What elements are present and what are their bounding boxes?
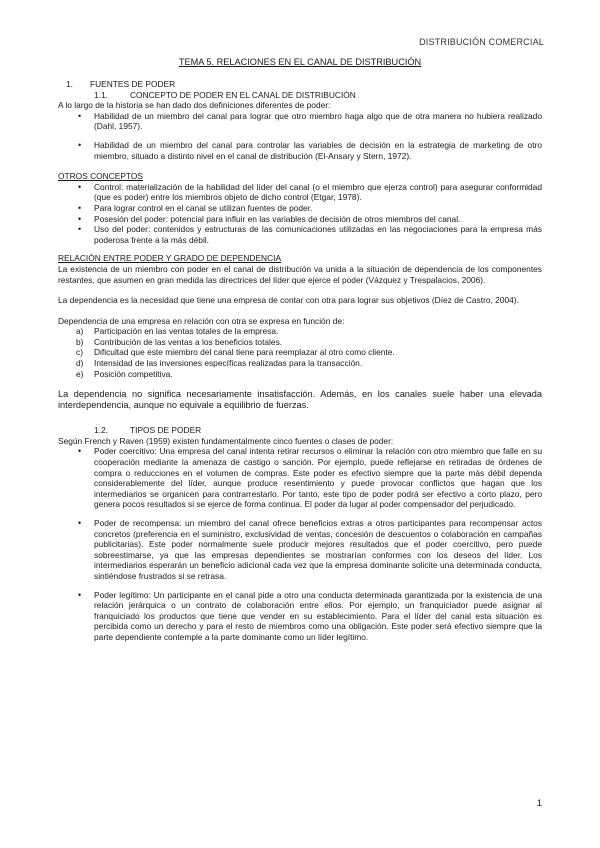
page-number: 1 [536,798,542,809]
list-marker: b) [76,336,84,347]
list-item: • Control: materialización de la habilidad del líder del canal (o el miembro que ejerza control) para asegurar conformidad (que es poder) entre los miembros objeto de dicho control (Etgar, 1978). [58,182,542,203]
list-text: Posición competitiva. [94,368,173,379]
heading-1-1 [58,90,542,101]
heading-1-number: 1. [66,79,73,89]
chapter-title: TEMA 5. RELACIONES EN EL CANAL DE DISTRIBUCIÓN [178,57,422,67]
list-item [58,358,542,369]
list-marker: a) [76,326,84,337]
list-text: Dificultad que este miembro del canal tiene para reemplazar al otro como cliente. [94,347,395,358]
heading-1-2 [58,425,542,436]
heading-1-label: FUENTES DE PODER [90,79,176,89]
list-item: • Habilidad de un miembro del canal para controlar las variables de decisión en la estrategia de marketing de otro miembro, situado a distinto nivel en el canal de distribución (El-Ansary y Stern, 1972). [58,140,542,161]
list-text: Participación en las ventas totales de la empresa. [94,326,279,337]
list-item [58,347,542,358]
list-text: Contribución de las ventas a los beneficios totales. [94,336,283,347]
heading-1-1-number: 1.1. [94,89,108,100]
list-item [58,326,542,337]
list-item: • Poder legítimo: Un participante en el canal pide a otro una conducta determinada garantizada por la existencia de una relación jerárquica o un contrato de colaboración entre ellos. Por ejemplo, un franquiciador puede asignar al franquiciado los productos que tiene que vender en su establecimiento. Para el líder del canal esta situación es percibida como un derecho y para el resto de miembros como una obligación. Este poder será efectivo siempre que la parte dependiente contemple a la parte dominante como un líder legítimo. [58,590,542,643]
list-marker: c) [76,347,83,358]
list-marker: d) [76,358,84,369]
definitions-intro: A lo largo de la historia se han dado dos definiciones diferentes de poder: [58,100,331,111]
relacion-paragraph-3: Dependencia de una empresa en relación con otra se expresa en función de: [58,315,345,326]
dependencia-list [58,326,542,379]
tipos-intro: Según French y Raven (1959) existen fundamentalmente cinco fuentes o clases de poder: [58,435,394,446]
list-item: • Habilidad de un miembro del canal para lograr que otro miembro haga algo que de otra manera no hubiera realizado (Dahl, 1957). [58,111,542,132]
list-item: • Poder de recompensa: un miembro del canal ofrece beneficios extras a otros participantes para recompensar actos concretos (preferencia en el suministro, exclusividad de ventas, concesión de descuentos o colaboración en campañas publicitarias). Este poder normalmente suele producir mejores resultados que el poder coercitivo, pero puede sobreestimarse, ya que las empresas dependientes se mostrarían conformes con los deseos del líder. Los intermediarios esperarán un beneficio adicional cada vez que la empresa dominante solicite una determinada conducta, sintiéndose frustrados si se retrasa. [58,518,542,582]
heading-1 [58,79,542,90]
list-item: • Uso del poder: contenidos y estructuras de las comunicaciones utilizadas en las negociaciones para la empresa más poderosa frente a la más débil. [58,224,542,245]
section-relacion-title: RELACIÓN ENTRE PODER Y GRADO DE DEPENDENCIA [58,253,282,264]
list-marker: e) [76,368,84,379]
list-text: Intensidad de las inversiones específicas realizadas para la transacción. [94,358,363,369]
list-item: • Poder coercitivo: Una empresa del canal intenta retirar recursos o eliminar la relación con otro miembro que falle en su cooperación mediante la amenaza de castigo o sanción. Por ejemplo, puede reflejarse en retiradas de órdenes de compra o reducciones en el volumen de compras. Este poder es efectivo siempre que la parte más débil dependa considerablemente del líder, aunque produce resentimiento y puede provocar conflictos que hagan que los intermediarios se organicen para contrarrestarlo. Por tanto, este tipo de poder podrá ser efectivo a corto plazo, pero genera pocos resultados si se ejerce de forma continua. El poder da lugar al poder compensador del perjudicado. [58,446,542,510]
running-header: DISTRIBUCIÓN COMERCIAL [419,37,544,47]
list-item [58,337,542,348]
definitions-list [58,111,542,161]
relacion-paragraph-1: La existencia de un miembro con poder en el canal de distribución va unida a la situación de dependencia de los componentes restantes, que asumen en gran medida las directrices del líder que ejerce el poder (Vázquez y Trespalacios, 2006). [58,263,542,285]
page-content [58,79,542,643]
heading-1-1-label: CONCEPTO DE PODER EN EL CANAL DE DISTRIBUCIÓN [130,89,356,100]
relacion-paragraph-2: La dependencia es la necesidad que tiene una empresa de contar con otra para lograr sus objetivos (Díez de Castro, 2004). [58,295,519,306]
relacion-paragraph-4: La dependencia no significa necesariamente insatisfacción. Además, en los canales suele haber una elevada interdependencia, aunque no equivale a equilibrio de fuerzas. [58,389,542,411]
otros-conceptos-list [58,182,542,246]
section-otros-conceptos-title: OTROS CONCEPTOS [58,171,144,182]
heading-1-2-number: 1.2. [94,425,108,436]
heading-1-2-label: TIPOS DE PODER [130,425,202,436]
list-item [58,369,542,380]
list-item: • Para lograr control en el canal se utilizan fuentes de poder. [58,203,542,214]
tipos-list [58,446,542,642]
list-item: • Posesión del poder: potencial para influir en las variables de decisión de otros miembros del canal. [58,214,542,225]
